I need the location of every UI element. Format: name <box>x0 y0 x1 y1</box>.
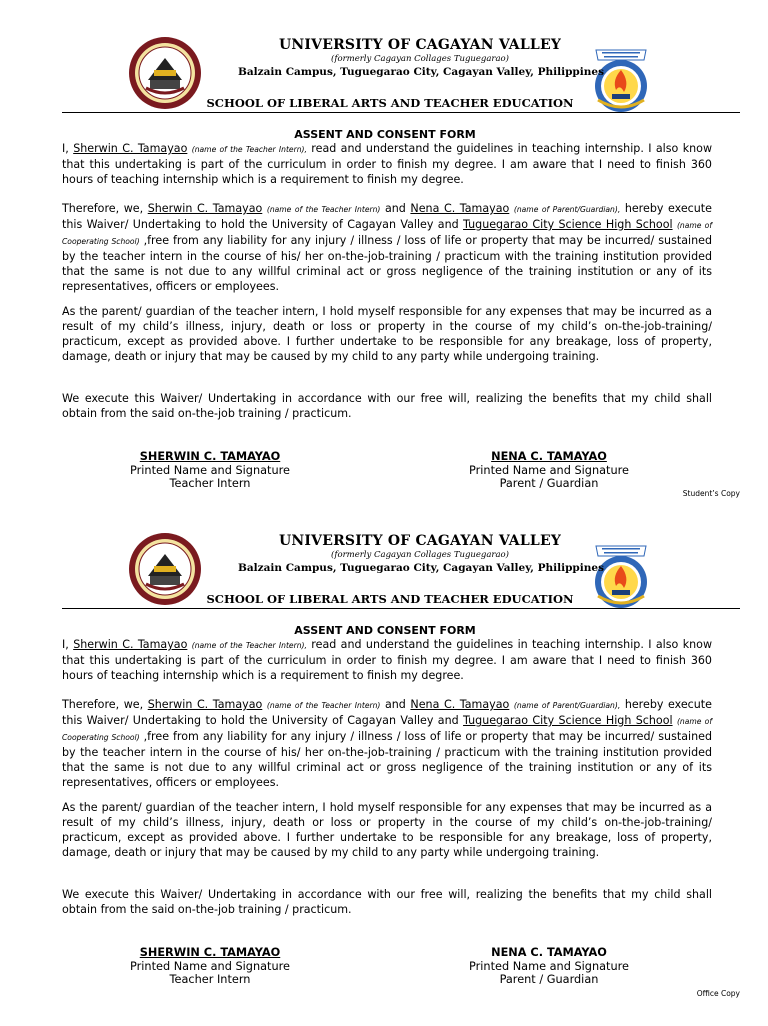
parent-printed-name: NENA C. TAMAYAO <box>491 946 607 959</box>
intern-signature-block <box>100 450 320 491</box>
signatory-role: Teacher Intern <box>169 973 251 986</box>
parent-printed-name: NENA C. TAMAYAO <box>491 450 607 463</box>
paragraph-responsibility: As the parent/ guardian of the teacher intern, I hold myself responsible for any expenses that may be incurred as a result of my child’s illness, injury, death or loss or property in the course of my child’s on-the-job-training/ practicum, except as provided above. I further undertake to be responsible for any breakage, loss of property, damage, death or injury that may be caused by my child to any party while undergoing training. <box>62 305 712 363</box>
paragraph-waiver: Therefore, we, Sherwin C. Tamayao (name of the Teacher Intern) and Nena C. Tamayao (name of Parent/Guardian), hereby execute this Waiver/ Undertaking to hold the University of Cagayan Valley and Tuguegarao City Science High School (name of Cooperating School) ,free from any liability for any injury / illness / loss of life or property that may be incurred/ sustained by the teacher intern in the course of his/ her on-the-job-training / practicum with the training institution provided that the same is not due to any willful criminal act or gross negligence of the training institution or any of its representatives, officers or employees. <box>62 698 713 789</box>
cooperating-school-field: Tuguegarao City Science High School <box>463 714 673 727</box>
parent-signature-block <box>439 946 659 987</box>
campus-address: Balzain Campus, Tuguegarao City, Cagayan Valley, Philippines <box>237 562 604 574</box>
parent-name-field: Nena C. Tamayao <box>410 698 510 711</box>
header-divider <box>62 608 740 609</box>
form-copy-student <box>0 30 768 530</box>
former-name: (formerly Cagayan Collages Tuguegarao) <box>331 54 509 64</box>
intern-name-field: Sherwin C. Tamayao <box>147 698 263 711</box>
signature-label: Printed Name and Signature <box>130 463 290 477</box>
paragraph-free-will: We execute this Waiver/ Undertaking in accordance with our free will, realizing the benefits that my child shall obtain from the said on-the-job training / practicum. <box>62 392 712 420</box>
header-divider <box>62 112 740 113</box>
paragraph-intro: I, Sherwin C. Tamayao (name of the Teacher Intern), read and understand the guidelines in teaching internship. I also know that this undertaking is part of the curriculum in order to finish my degree. I am aware that I need to finish 360 hours of teaching internship which is a requirement to finish my degree. <box>62 638 713 682</box>
cooperating-school-field: Tuguegarao City Science High School <box>463 218 673 231</box>
paragraph-waiver: Therefore, we, Sherwin C. Tamayao (name of the Teacher Intern) and Nena C. Tamayao (name of Parent/Guardian), hereby execute this Waiver/ Undertaking to hold the University of Cagayan Valley and Tuguegarao City Science High School (name of Cooperating School) ,free from any liability for any injury / illness / loss of life or property that may be incurred/ sustained by the teacher intern in the course of his/ her on-the-job-training / practicum with the training institution provided that the same is not due to any willful criminal act or gross negligence of the training institution or any of its representatives, officers or employees. <box>62 202 713 293</box>
parent-signature-block <box>439 450 659 491</box>
signatory-role: Parent / Guardian <box>499 973 599 986</box>
university-name: UNIVERSITY OF CAGAYAN VALLEY <box>278 533 562 549</box>
intern-printed-name: SHERWIN C. TAMAYAO <box>139 450 281 463</box>
campus-address: Balzain Campus, Tuguegarao City, Cagayan Valley, Philippines <box>237 66 604 78</box>
intern-name-field: Sherwin C. Tamayao <box>73 638 188 651</box>
copy-label: Office Copy <box>696 989 740 998</box>
university-name: UNIVERSITY OF CAGAYAN VALLEY <box>278 37 562 53</box>
school-name: SCHOOL OF LIBERAL ARTS AND TEACHER EDUCATION <box>206 592 574 606</box>
signature-label: Printed Name and Signature <box>130 959 290 973</box>
copy-label: Student’s Copy <box>682 489 740 498</box>
paragraph-intro: I, Sherwin C. Tamayao (name of the Teacher Intern), read and understand the guidelines in teaching internship. I also know that this undertaking is part of the curriculum in order to finish my degree. I am aware that I need to finish 360 hours of teaching internship which is a requirement to finish my degree. <box>62 142 713 186</box>
form-copy-office <box>0 526 768 1026</box>
intern-name-field: Sherwin C. Tamayao <box>147 202 263 215</box>
paragraph-free-will: We execute this Waiver/ Undertaking in accordance with our free will, realizing the benefits that my child shall obtain from the said on-the-job training / practicum. <box>62 888 712 916</box>
form-title: ASSENT AND CONSENT FORM <box>294 128 476 141</box>
signatory-role: Parent / Guardian <box>499 477 599 490</box>
intern-name-field: Sherwin C. Tamayao <box>73 142 188 155</box>
signatory-role: Teacher Intern <box>169 477 251 490</box>
signature-label: Printed Name and Signature <box>469 959 629 973</box>
school-name: SCHOOL OF LIBERAL ARTS AND TEACHER EDUCATION <box>206 96 574 110</box>
paragraph-responsibility: As the parent/ guardian of the teacher intern, I hold myself responsible for any expenses that may be incurred as a result of my child’s illness, injury, death or loss or property in the course of my child’s on-the-job-training/ practicum, except as provided above. I further undertake to be responsible for any breakage, loss of property, damage, death or injury that may be caused by my child to any party while undergoing training. <box>62 801 712 859</box>
signature-label: Printed Name and Signature <box>469 463 629 477</box>
parent-name-field: Nena C. Tamayao <box>410 202 510 215</box>
intern-printed-name: SHERWIN C. TAMAYAO <box>139 946 281 959</box>
former-name: (formerly Cagayan Collages Tuguegarao) <box>331 550 509 560</box>
form-title: ASSENT AND CONSENT FORM <box>294 624 476 637</box>
intern-signature-block <box>100 946 320 987</box>
